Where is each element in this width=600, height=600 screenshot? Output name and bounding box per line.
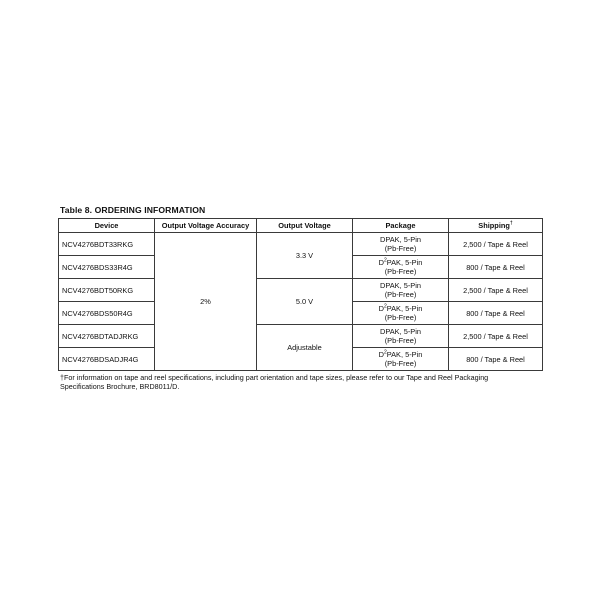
shipping-cell: 800 / Tape & Reel — [449, 256, 543, 279]
voltage-cell: 5.0 V — [257, 279, 353, 325]
package-prefix: D — [378, 258, 384, 267]
ordering-table — [58, 218, 543, 371]
package-note: (Pb-Free) — [384, 336, 417, 345]
package-note: (Pb-Free) — [384, 290, 417, 299]
voltage-cell: 3.3 V — [257, 233, 353, 279]
shipping-cell: 2,500 / Tape & Reel — [449, 279, 543, 302]
package-name: DPAK, 5-Pin — [380, 281, 421, 290]
header-accuracy: Output Voltage Accuracy — [155, 219, 257, 233]
package-cell — [353, 325, 449, 348]
shipping-footnote-mark: † — [509, 220, 513, 227]
footnote-line-1: †For information on tape and reel specifications, including part orientation and tape sizes, please refer to our Tape and Reel Packaging — [60, 373, 489, 382]
package-cell — [353, 279, 449, 302]
footnote — [60, 373, 540, 391]
shipping-cell: 800 / Tape & Reel — [449, 302, 543, 325]
header-package: Package — [353, 219, 449, 233]
package-superscript: 2 — [383, 257, 387, 264]
table-header-row — [59, 219, 543, 233]
package-note: (Pb-Free) — [384, 359, 417, 368]
package-note: (Pb-Free) — [384, 267, 417, 276]
voltage-cell: Adjustable — [257, 325, 353, 371]
device-cell: NCV4276BDS50R4G — [59, 302, 155, 325]
device-cell: NCV4276BDT50RKG — [59, 279, 155, 302]
device-cell: NCV4276BDS33R4G — [59, 256, 155, 279]
table-row — [59, 233, 543, 256]
package-name: DPAK, 5-Pin — [380, 235, 421, 244]
shipping-cell: 800 / Tape & Reel — [449, 348, 543, 371]
device-cell: NCV4276BDSADJR4G — [59, 348, 155, 371]
package-cell — [353, 233, 449, 256]
package-prefix: D — [378, 350, 384, 359]
package-prefix: D — [378, 304, 384, 313]
package-name: DPAK, 5-Pin — [380, 327, 421, 336]
header-shipping-label: Shipping — [478, 221, 510, 230]
header-device: Device — [59, 219, 155, 233]
package-cell — [353, 256, 449, 279]
package-name: PAK, 5-Pin — [386, 258, 423, 267]
ordering-information-section — [58, 205, 542, 391]
accuracy-cell: 2% — [155, 233, 257, 371]
shipping-cell: 2,500 / Tape & Reel — [449, 233, 543, 256]
package-name: PAK, 5-Pin — [386, 304, 423, 313]
device-cell: NCV4276BDT33RKG — [59, 233, 155, 256]
package-note: (Pb-Free) — [384, 244, 417, 253]
header-shipping — [449, 219, 543, 233]
shipping-cell: 2,500 / Tape & Reel — [449, 325, 543, 348]
package-cell — [353, 348, 449, 371]
package-name: PAK, 5-Pin — [386, 350, 423, 359]
table-title: Table 8. ORDERING INFORMATION — [60, 205, 206, 215]
device-cell: NCV4276BDTADJRKG — [59, 325, 155, 348]
package-superscript: 2 — [383, 349, 387, 356]
package-note: (Pb-Free) — [384, 313, 417, 322]
package-cell — [353, 302, 449, 325]
footnote-line-2: Specifications Brochure, BRD8011/D. — [60, 382, 180, 391]
table-row — [59, 325, 543, 348]
package-superscript: 2 — [383, 303, 387, 310]
table-row — [59, 279, 543, 302]
header-voltage: Output Voltage — [257, 219, 353, 233]
